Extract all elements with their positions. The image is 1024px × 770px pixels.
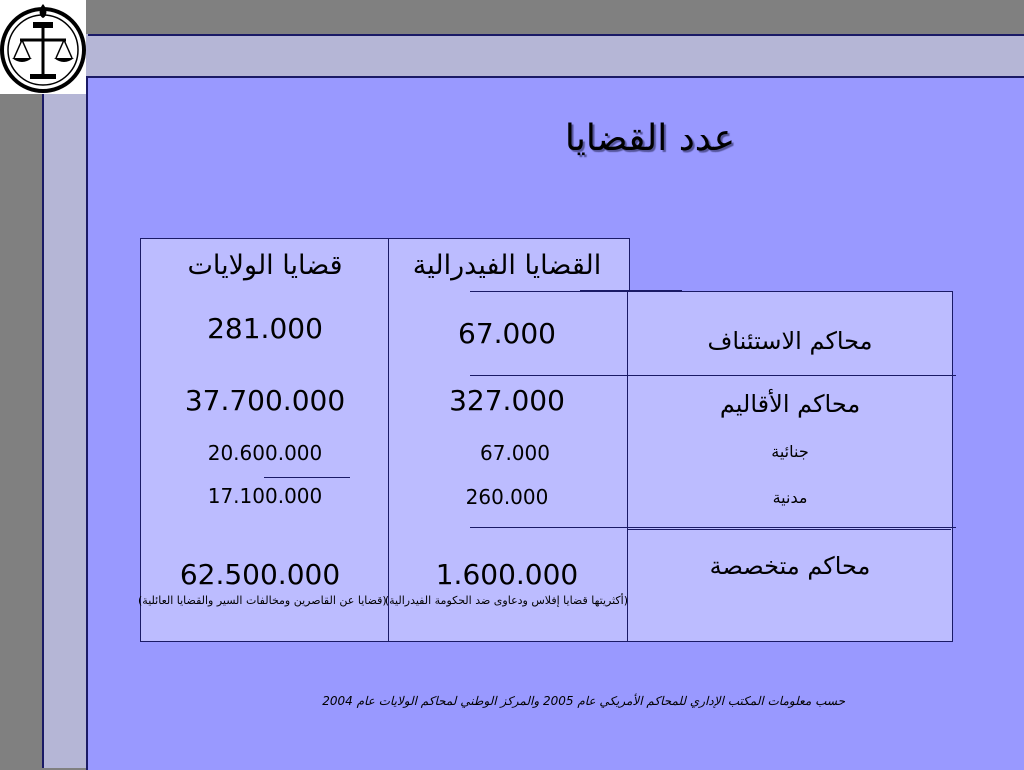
- criminal-label: جنائية: [771, 442, 809, 461]
- left-band: [42, 34, 88, 768]
- federal-criminal-value: 67.000: [480, 441, 550, 465]
- state-note: (قضايا عن القاصرين ومخالفات السير والقضايا العائلية): [138, 594, 387, 607]
- top-band: [42, 34, 1024, 78]
- divider: [627, 529, 951, 530]
- state-column-header: قضايا الولايات: [187, 250, 343, 281]
- federal-appeals-value: 67.000: [458, 317, 556, 350]
- state-appeals-value: 281.000: [207, 312, 323, 345]
- federal-district-value: 327.000: [449, 384, 565, 417]
- divider: [264, 477, 350, 478]
- divider: [470, 527, 956, 528]
- federal-specialized-value: 1.600.000: [435, 558, 579, 591]
- state-specialized-value: 62.500.000: [179, 558, 341, 591]
- federal-column-header: القضايا الفيدرالية: [412, 250, 602, 281]
- federal-note: (أكثريتها قضايا إفلاس ودعاوى ضد الحكومة الفيدرالية): [384, 594, 628, 607]
- civil-label: مدنية: [772, 488, 808, 507]
- specialized-label: محاكم متخصصة: [709, 552, 871, 580]
- state-district-value: 37.700.000: [184, 384, 346, 417]
- page-title: عدد القضايا: [564, 118, 736, 159]
- district-label: محاكم الأقاليم: [719, 390, 861, 418]
- divider: [470, 375, 956, 376]
- divider: [580, 290, 682, 292]
- state-civil-value: 17.100.000: [207, 484, 323, 508]
- scales-of-justice-icon: [0, 0, 86, 94]
- federal-civil-value: 260.000: [465, 485, 549, 509]
- state-criminal-value: 20.600.000: [207, 441, 323, 465]
- appeals-label: محاكم الاستئناف: [707, 327, 873, 355]
- source-note: حسب معلومات المكتب الإداري للمحاكم الأمريكي عام 2005 والمركز الوطني لمحاكم الولايات عام 2004: [322, 694, 845, 708]
